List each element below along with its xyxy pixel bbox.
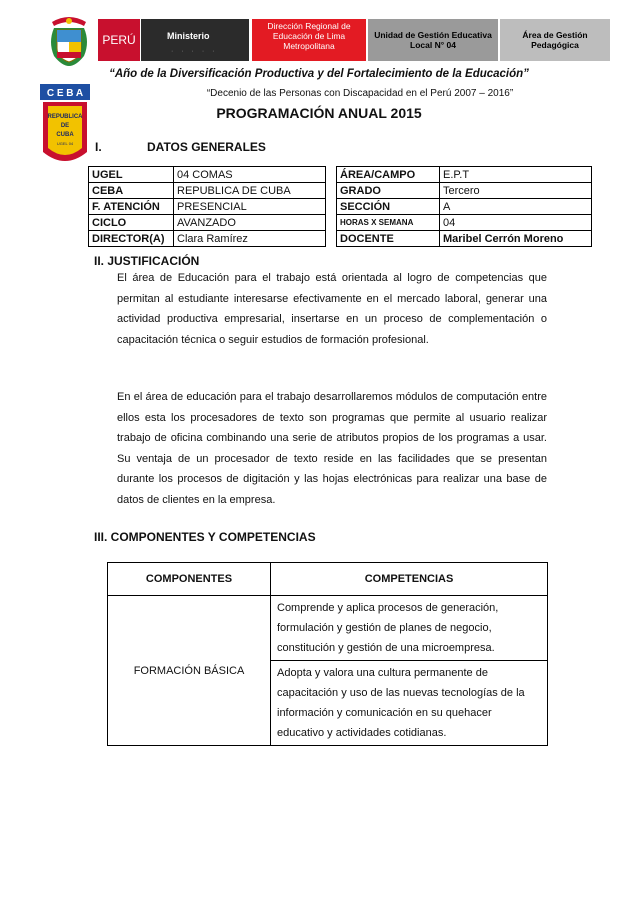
- table-header: COMPETENCIAS: [271, 563, 548, 596]
- table-row: [89, 167, 326, 183]
- table-cell: FORMACIÓN BÁSICA: [108, 596, 271, 746]
- table-row: [337, 199, 592, 215]
- justificacion-paragraph-1: El área de Educación para el trabajo está orientada al logro de competencias que permitan al estudiante interesarse efectivamente en el mercado laboral, generar una actividad productiva empresarial, insertarse en un proceso de complementación o capacitación técnica o seguir estudios de formación profesional.: [117, 272, 547, 346]
- table-row: [337, 167, 592, 183]
- table-row: [337, 231, 592, 247]
- table-cell: F. ATENCIÓN: [89, 199, 174, 215]
- table-cell: Clara Ramírez: [174, 231, 326, 247]
- ministerio-dots: · · · · ·: [171, 48, 218, 55]
- table-cell: DOCENTE: [337, 231, 440, 247]
- table-cell: ÁREA/CAMPO: [337, 167, 440, 183]
- section3-title: III. COMPONENTES Y COMPETENCIAS: [94, 530, 316, 544]
- unidad-box: Unidad de Gestión Educativa Local N° 04: [368, 19, 498, 61]
- table-cell: CICLO: [89, 215, 174, 231]
- table-cell: DIRECTOR(A): [89, 231, 174, 247]
- section1-title: DATOS GENERALES: [147, 140, 266, 154]
- peru-label: PERÚ: [98, 19, 140, 61]
- componentes-table: [107, 562, 548, 746]
- ceba-logo-line3: CUBA: [56, 132, 74, 138]
- ministerio-box: [141, 19, 249, 61]
- table-cell: 04 COMAS: [174, 167, 326, 183]
- table-row: [108, 563, 548, 596]
- table-row: [89, 215, 326, 231]
- ceba-logo: [40, 82, 90, 172]
- table-cell: Comprende y aplica procesos de generación, formulación y gestión de planes de negocio, constitución y gestión de una microempresa.: [271, 596, 548, 661]
- section1-number: I.: [95, 140, 102, 154]
- table-cell: HORAS X SEMANA: [337, 215, 440, 231]
- table-cell: GRADO: [337, 183, 440, 199]
- table-row: [89, 231, 326, 247]
- table-cell: E.P.T: [440, 167, 592, 183]
- table-cell: UGEL: [89, 167, 174, 183]
- motto: “Año de la Diversificación Productiva y del Fortalecimiento de la Educación”: [109, 68, 529, 80]
- table-row: [89, 183, 326, 199]
- page-title: PROGRAMACIÓN ANUAL 2015: [216, 105, 422, 121]
- table-cell: AVANZADO: [174, 215, 326, 231]
- table-row: [89, 199, 326, 215]
- table-row: [108, 596, 548, 661]
- table-cell: REPUBLICA DE CUBA: [174, 183, 326, 199]
- table-cell: Maribel Cerrón Moreno: [440, 231, 592, 247]
- datos-generales-right-table: [336, 166, 592, 247]
- peru-coat-of-arms-icon: [44, 12, 94, 68]
- table-cell: A: [440, 199, 592, 215]
- table-row: [337, 183, 592, 199]
- decenio: “Decenio de las Personas con Discapacidad en el Perú 2007 – 2016”: [206, 88, 514, 99]
- justificacion-paragraph-2: En el área de educación para el trabajo desarrollaremos módulos de computación entre ellos esta los procesadores de texto son programas que permite al usuario realizar trabajo de oficina combinando una serie de atributos propios de los programas a usar. Su ventaja de un procesador de texto reside en las facilidades que se presentan durante los procesos de digitación y las hojas electrónicas para realizar una base de datos de clientes en la empresa.: [117, 391, 547, 506]
- ceba-logo-top: C E B A: [46, 88, 84, 99]
- ceba-logo-line4: UGEL 04: [56, 141, 74, 146]
- datos-generales-left-table: [88, 166, 326, 247]
- direccion-box: Dirección Regional de Educación de Lima Metropolitana: [252, 19, 366, 61]
- table-cell: SECCIÓN: [337, 199, 440, 215]
- table-header: COMPONENTES: [108, 563, 271, 596]
- ceba-logo-line1: REPUBLICA: [47, 114, 83, 120]
- table-cell: PRESENCIAL: [174, 199, 326, 215]
- table-cell: CEBA: [89, 183, 174, 199]
- table-cell: Adopta y valora una cultura permanente de capacitación y uso de las nuevas tecnologías de la información y comunicación en su quehacer educativo y actividades cotidianas.: [271, 661, 548, 746]
- table-cell: Tercero: [440, 183, 592, 199]
- section2-title: II. JUSTIFICACIÓN: [94, 254, 200, 268]
- ministerio-label: Ministerio: [167, 31, 210, 41]
- ceba-logo-line2: DE: [60, 123, 70, 129]
- area-box: Área de Gestión Pedagógica: [500, 19, 610, 61]
- table-cell: 04: [440, 215, 592, 231]
- table-row: [337, 215, 592, 231]
